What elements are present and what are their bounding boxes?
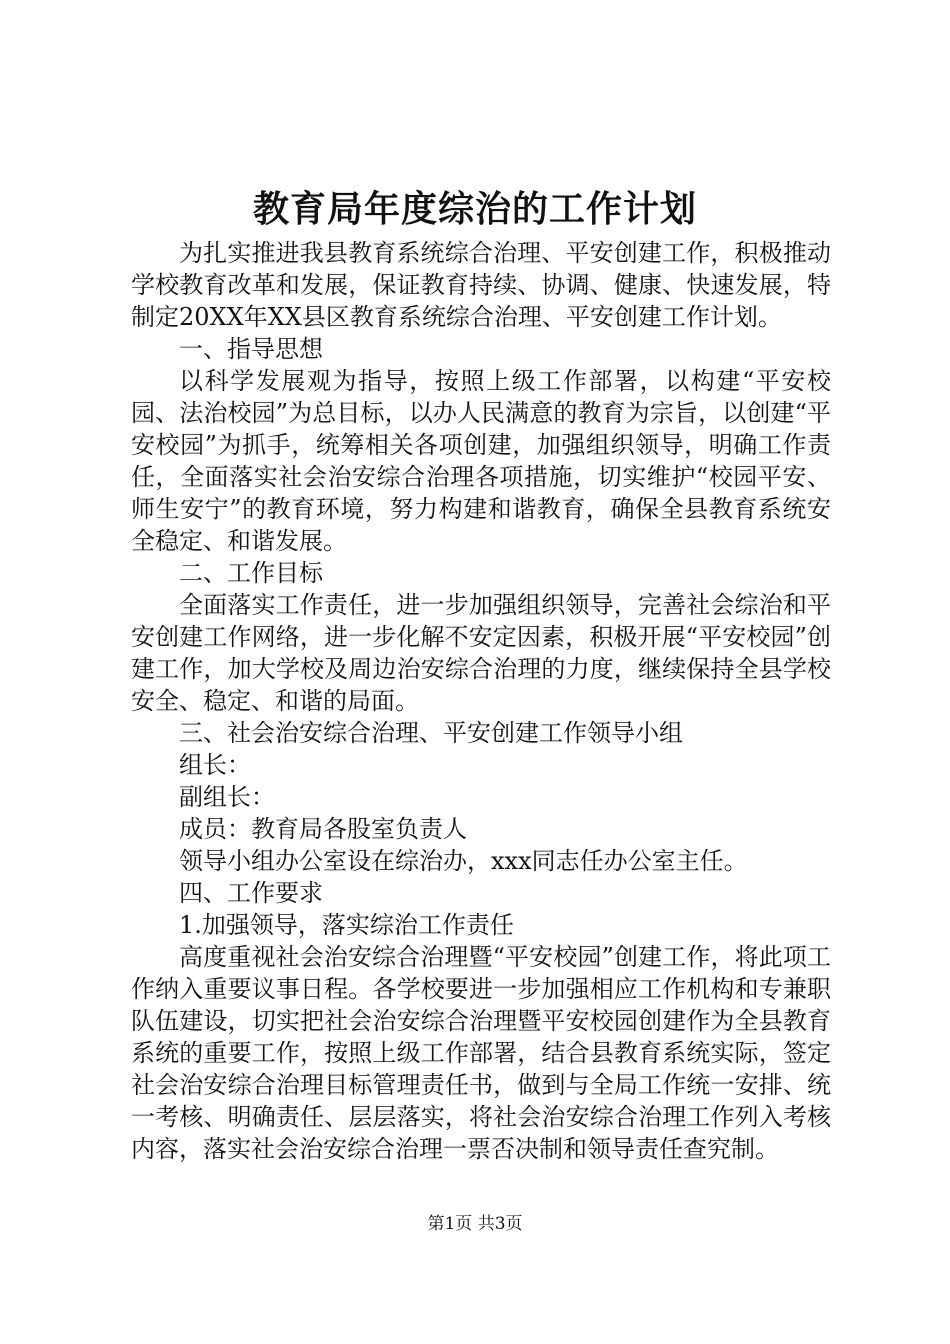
section-heading-work-requirements: 四、工作要求 [179, 879, 323, 907]
members-line: 成员：教育局各股室负责人 [179, 815, 467, 843]
requirements-paragraph: 高度重视社会治安综合治理暨“平安校园”创建工作，将此项工作纳入重要议事日程。各学校要进一步加强相应工作机构和专兼职队伍建设，切实把社会治安综合治理暨平安校园创建作为全县教育系统的重要工作，按照上级工作部署，结合县教育系统实际，签定社会治安综合治理目标管理责任书，做到与全局工作统一安排、统一考核、明确责任、层层落实，将社会治安综合治理工作列入考核内容，落实社会治安综合治理一票否决制和领导责任查究制。 [131, 943, 831, 1163]
section-heading-guiding-thought: 一、指导思想 [179, 335, 323, 363]
page-number-footer: 第1页 共3页 [427, 1214, 523, 1234]
office-line: 领导小组办公室设在综治办，xxx同志任办公室主任。 [179, 847, 748, 875]
guiding-thought-paragraph: 以科学发展观为指导，按照上级工作部署，以构建“平安校园、法治校园”为总目标，以办人民满意的教育为宗旨，以创建“平安校园”为抓手，统筹相关各项创建，加强组织领导，明确工作责任，全面落实社会治安综合治理各项措施，切实维护“校园平安、师生安宁”的教育环境，努力构建和谐教育，确保全县教育系统安全稳定、和谐发展。 [131, 367, 831, 555]
subheading-strengthen-leadership: 1.加强领导，落实综治工作责任 [179, 911, 514, 939]
section-heading-leading-group: 三、社会治安综合治理、平安创建工作领导小组 [179, 719, 683, 747]
group-leader-line: 组长： [179, 751, 251, 779]
section-heading-work-goals: 二、工作目标 [179, 559, 323, 587]
page-title: 教育局年度综治的工作计划 [252, 188, 697, 230]
deputy-leader-line: 副组长： [179, 783, 275, 811]
intro-paragraph: 为扎实推进我县教育系统综合治理、平安创建工作，积极推动学校教育改革和发展，保证教育持续、协调、健康、快速发展，特制定20XX年XX县区教育系统综合治理、平安创建工作计划。 [131, 239, 831, 331]
work-goals-paragraph: 全面落实工作责任，进一步加强组织领导，完善社会综治和平安创建工作网络，进一步化解不安定因素，积极开展“平安校园”创建工作，加大学校及周边治安综合治理的力度，继续保持全县学校安全、稳定、和谐的局面。 [131, 591, 831, 715]
document-body [131, 237, 831, 1165]
